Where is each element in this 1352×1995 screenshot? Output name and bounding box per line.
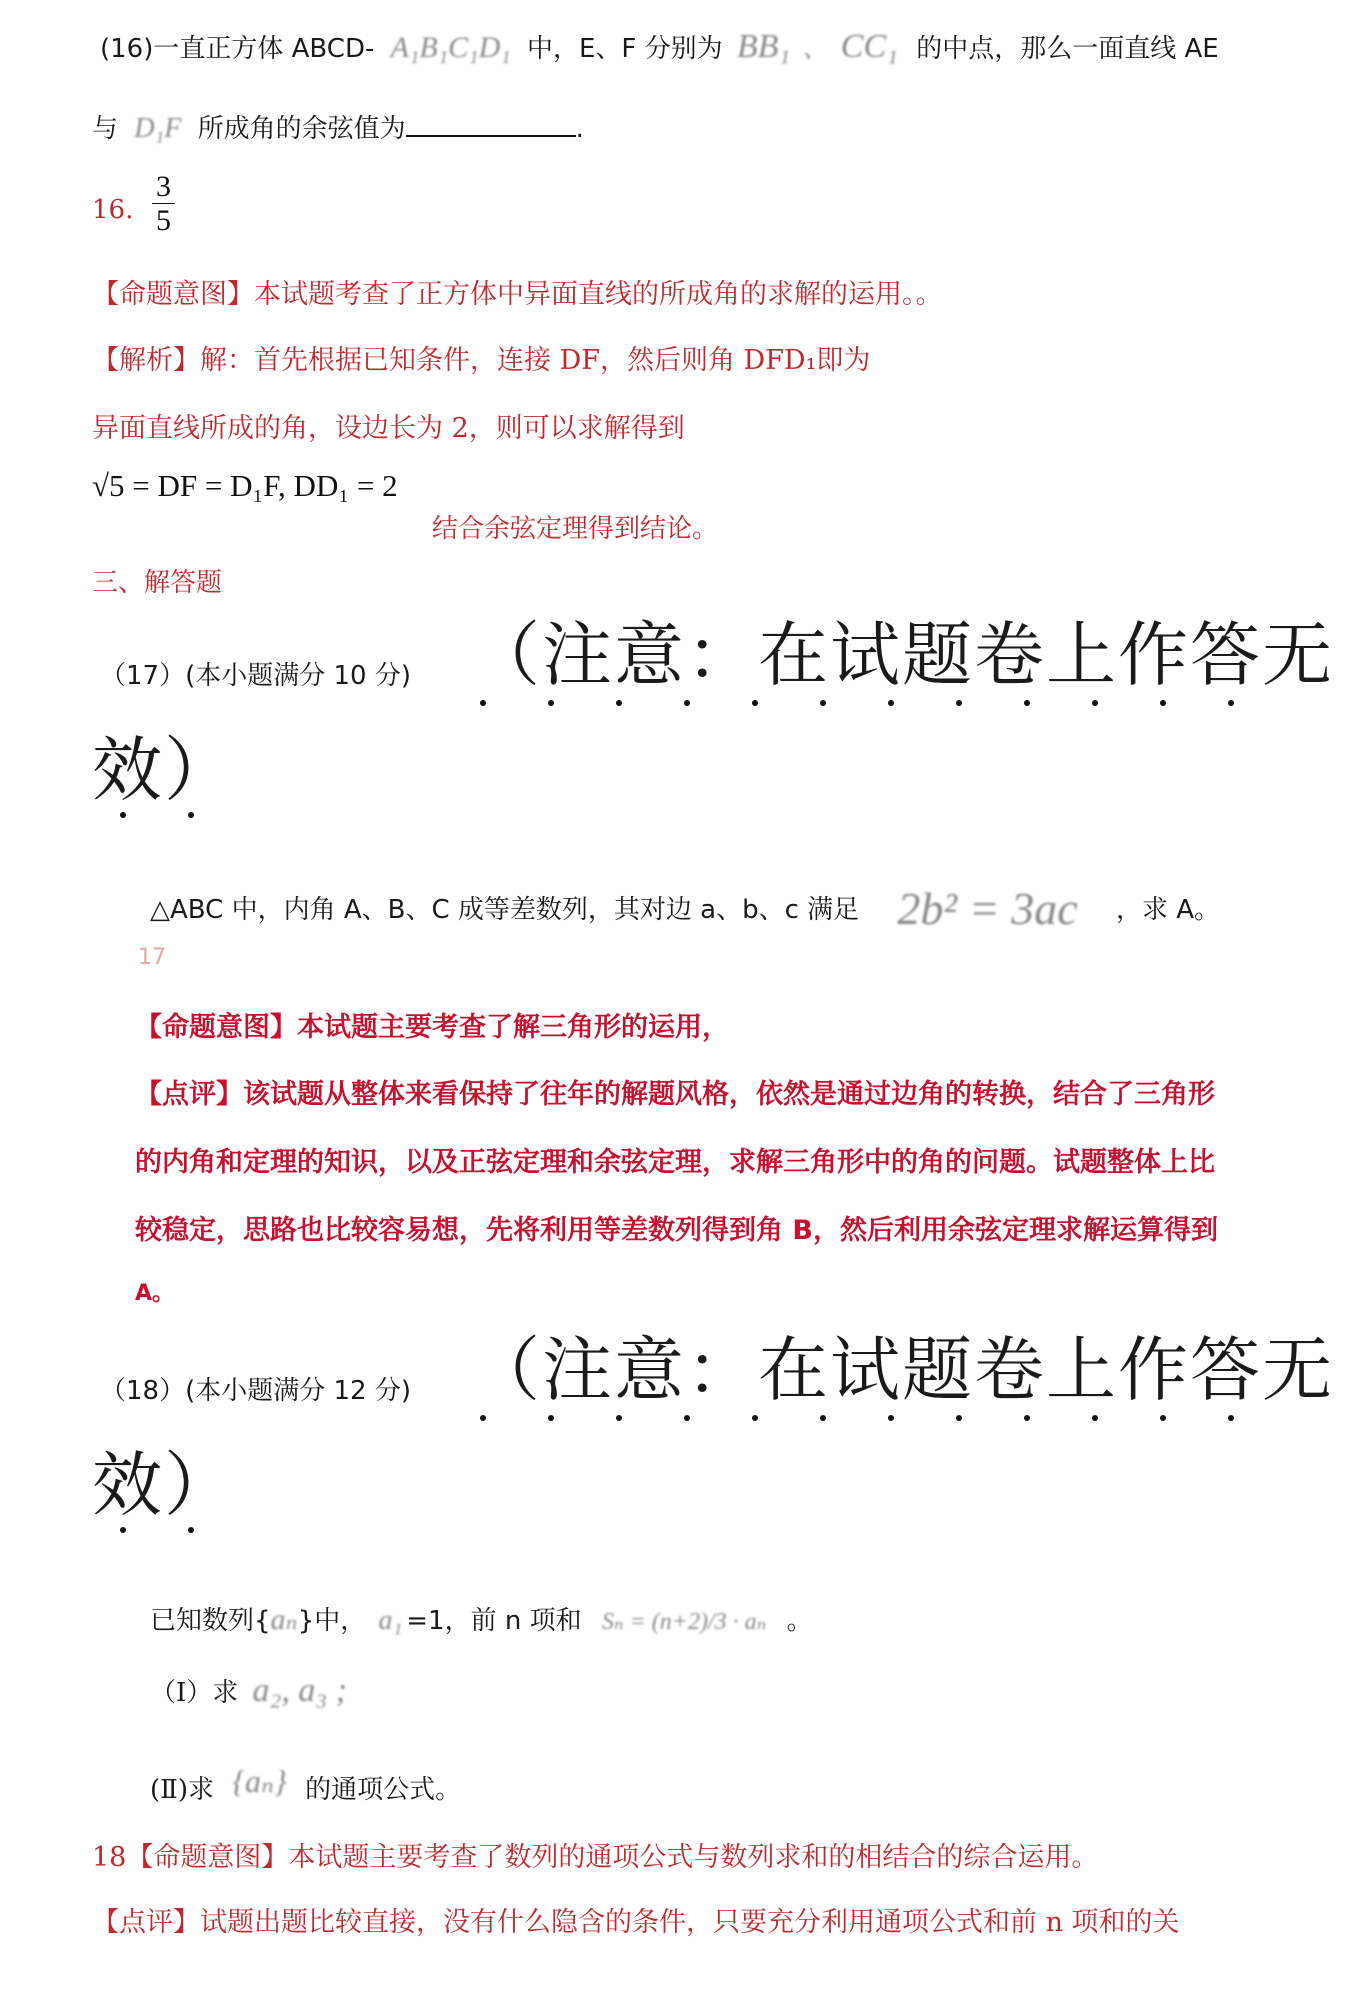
a17-num: 17 (138, 945, 166, 970)
a16-intent: 【命题意图】本试题考查了正方体中异面直线的所成角的求解的运用。。 (92, 279, 943, 310)
q18-label: （18）(本小题满分 12 分) (100, 1376, 411, 1406)
q17-note-line1 (470, 614, 1334, 696)
q18-body-post: 。 (786, 1606, 813, 1636)
q18-part2-post: 的通项公式。 (305, 1775, 462, 1805)
q16-math-cc: CC₁ (840, 28, 898, 65)
q16-line2-pre: 与 (92, 114, 119, 144)
a17-comment3: 较稳定，思路也比较容易想，先将利用等差数列得到角 B，然后利用余弦定理求解运算得到 (135, 1215, 1218, 1246)
q18-body (150, 1600, 813, 1637)
q17-emphasis-dots-1 (470, 700, 1270, 712)
q18-note-text: （注意：在试题卷上作答无 (470, 1329, 1334, 1411)
q17-body-pre: △ABC 中，内角 A、B、C 成等差数列，其对边 a、b、c 满足 (150, 895, 860, 925)
q17-emphasis-dots-2 (92, 812, 212, 824)
q18-note-line2: 效） (92, 1444, 236, 1526)
q18-body-mid2: =1，前 n 项和 (406, 1606, 582, 1636)
q18-part1-math: a₂, a₃ ; (252, 1672, 348, 1709)
q18-math-a1: a₁ (378, 1605, 403, 1636)
q18-part2-label: (Ⅱ)求 (150, 1775, 214, 1805)
q16-mid: 中，E、F 分别为 (526, 34, 723, 64)
a16-frac-num: 3 (152, 170, 175, 204)
q16-label: (16)一直正方体 ABCD- (100, 34, 375, 64)
a16-analysis2: 异面直线所成的角，设边长为 2，则可以求解得到 (92, 413, 685, 444)
q18-body-pre: 已知数列{ (150, 1606, 271, 1636)
a18-comment1: 【点评】试题出题比较直接，没有什么隐含的条件，只要充分利用通项公式和前 n 项和的关 (92, 1907, 1180, 1938)
q18-math-an: aₙ (270, 1603, 298, 1636)
a17-comment4: A。 (135, 1281, 175, 1306)
q16-tail: 的中点，那么一面直线 AE (916, 34, 1219, 64)
q17-note-text: （注意：在试题卷上作答无 (470, 614, 1334, 696)
a17-comment1: 【点评】该试题从整体来看保持了往年的解题风格，依然是通过边角的转换，结合了三角形 (135, 1079, 1215, 1110)
q17-label: （17）(本小题满分 10 分) (100, 661, 411, 691)
q18-part1 (150, 1672, 347, 1710)
q16-math-cube: A₁B₁C₁D₁ (390, 31, 511, 64)
a17-comment2: 的内角和定理的知识，以及正弦定理和余弦定理，求解三角形中的角的问题。试题整体上比 (135, 1147, 1215, 1178)
a18-intent: 18【命题意图】本试题主要考查了数列的通项公式与数列求和的相结合的综合运用。 (92, 1842, 1099, 1873)
a16-frac-den: 5 (156, 204, 171, 237)
q16-line2-post: 所成角的余弦值为 (197, 114, 406, 144)
q18-part1-label: （Ⅰ）求 (150, 1678, 239, 1708)
q16-math-df: D₁F (134, 113, 182, 144)
answer-blank (406, 113, 576, 137)
q18-body-mid1: }中， (297, 1606, 367, 1636)
q18-emphasis-dots-1 (470, 1415, 1270, 1427)
q16-line2-end: . (575, 114, 584, 144)
a16-fraction (152, 170, 175, 237)
a17-intent: 【命题意图】本试题主要考查了解三角形的运用， (135, 1012, 729, 1043)
a16-analysis1: 【解析】解：首先根据已知条件，连接 DF，然后则角 DFD₁即为 (92, 345, 871, 376)
q17-note-line2: 效） (92, 729, 236, 811)
a16-formula: √5 = DF = D₁F, DD₁ = 2 (92, 468, 398, 503)
q17-math: 2b² = 3ac (897, 883, 1078, 934)
a16-num: 16. (92, 195, 134, 225)
q16-sep: 、 (802, 34, 829, 63)
q18-part2-math: {aₙ} (232, 1763, 287, 1799)
q16-line1 (100, 28, 1219, 66)
q18-math-sn: Sₙ = (n+2)/3 · aₙ (601, 1609, 767, 1635)
q18-note-line1 (470, 1329, 1334, 1411)
q18-emphasis-dots-2 (92, 1527, 212, 1539)
q16-line2 (92, 108, 584, 145)
q16-math-bb: BB₁ (736, 28, 791, 65)
section-title: 三、解答题 (92, 568, 223, 598)
q17-body-post: ，求 A。 (1115, 895, 1220, 925)
q17-body (150, 882, 1220, 935)
q18-part2 (150, 1762, 461, 1806)
a16-conclusion: 结合余弦定理得到结论。 (432, 514, 719, 544)
